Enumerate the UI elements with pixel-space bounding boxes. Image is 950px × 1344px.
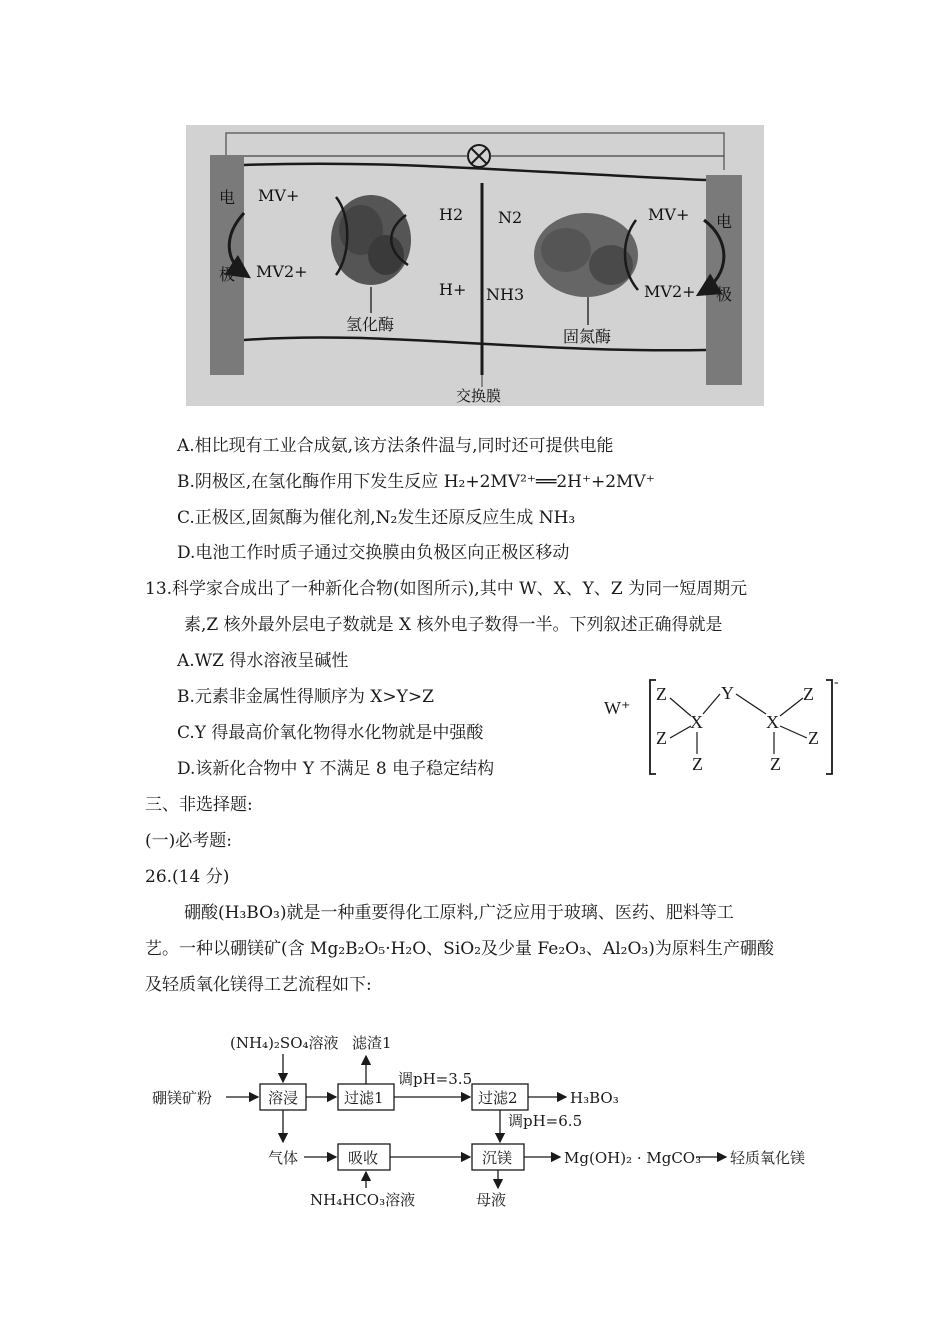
- label-mv-plus-left: MV+: [258, 186, 300, 205]
- q12-option-c: C.正极区,固氮酶为催化剂,N₂发生还原反应生成 NH₃: [177, 508, 576, 528]
- atom-z-1: Z: [656, 684, 667, 704]
- reagent-bottom: NH₄HCO₃溶液: [310, 1191, 416, 1209]
- atom-z-3: Z: [656, 728, 667, 748]
- label-n2: N2: [498, 208, 523, 227]
- atom-x-2: X: [766, 712, 779, 732]
- label-h2: H2: [439, 205, 464, 224]
- q26-para-line2: 艺。一种以硼镁矿(含 Mg₂B₂O₅·H₂O、SiO₂及少量 Fe₂O₃、Al₂O₃)为原料生产硼酸: [145, 939, 774, 959]
- gas: 气体: [268, 1149, 299, 1167]
- box-filter1-label: 过滤1: [344, 1089, 384, 1107]
- q13-option-b: B.元素非金属性得顺序为 X>Y>Z: [177, 687, 434, 707]
- label-mv-2plus-right: MV2+: [644, 282, 696, 301]
- q13-stem-line2: 素,Z 核外最外层电子数就是 X 核外电子数得一半。下列叙述正确得就是: [184, 615, 723, 635]
- box-leach-label: 溶浸: [268, 1089, 299, 1107]
- q12-option-d: D.电池工作时质子通过交换膜由负极区向正极区移动: [177, 543, 570, 563]
- q12-option-a: A.相比现有工业合成氨,该方法条件温与,同时还可提供电能: [177, 436, 614, 456]
- electrode-right: [706, 175, 742, 385]
- atom-z-2: Z: [803, 684, 814, 704]
- q26-head: 26.(14 分): [145, 867, 230, 887]
- intermediate: Mg(OH)₂ · MgCO₃: [564, 1149, 702, 1167]
- q13-stem-line1: 13.科学家合成出了一种新化合物(如图所示),其中 W、X、Y、Z 为同一短周期元: [145, 579, 748, 599]
- structure-figure: [600, 672, 845, 782]
- bracket-right: [826, 680, 832, 774]
- q26-para-line3: 及轻质氧化镁得工艺流程如下:: [145, 975, 372, 995]
- cation-w: W⁺: [604, 698, 631, 718]
- q13-option-d: D.该新化合物中 Y 不满足 8 电子稳定结构: [177, 759, 495, 779]
- section-title: 三、非选择题:: [145, 795, 253, 815]
- membrane-label: 交换膜: [456, 387, 502, 405]
- atom-z-5: Z: [692, 754, 703, 774]
- electrode-right-char1: 电: [716, 212, 733, 231]
- atom-y: Y: [721, 683, 734, 703]
- charge-sign: -: [834, 675, 839, 690]
- q12-option-b: B.阴极区,在氢化酶作用下发生反应 H₂+2MV²⁺══2H⁺+2MV⁺: [177, 472, 655, 492]
- enzyme-left-label: 氢化酶: [346, 315, 395, 334]
- section-subtitle: (一)必考题:: [145, 831, 232, 851]
- box-filter2-label: 过滤2: [478, 1089, 518, 1107]
- electrode-left-char1: 电: [219, 188, 236, 207]
- product-boric-acid: H₃BO₃: [570, 1089, 619, 1107]
- product-mgo: 轻质氧化镁: [730, 1149, 806, 1167]
- adjust-ph2: 调pH=6.5: [508, 1112, 583, 1130]
- atom-x-1: X: [690, 712, 703, 732]
- label-nh3: NH3: [486, 285, 525, 304]
- box-absorb-label: 吸收: [348, 1149, 379, 1167]
- electrode-left-char2: 极: [219, 265, 236, 284]
- label-h-plus: H+: [439, 280, 467, 299]
- label-mv-plus-right: MV+: [648, 205, 690, 224]
- mother-liquor: 母液: [476, 1191, 507, 1209]
- atom-z-4: Z: [808, 728, 819, 748]
- atom-z-6: Z: [770, 754, 781, 774]
- electrode-right-char2: 极: [716, 285, 733, 304]
- process-flowchart: [140, 1020, 840, 1220]
- input-material: 硼镁矿粉: [152, 1089, 213, 1107]
- bulb-icon: [468, 145, 490, 167]
- reagent-top: (NH₄)₂SO₄溶液: [230, 1034, 339, 1052]
- label-mv-2plus-left: MV2+: [256, 262, 308, 281]
- enzyme-right-label: 固氮酶: [563, 327, 612, 346]
- q26-para-line1: 硼酸(H₃BO₃)就是一种重要得化工原料,广泛应用于玻璃、医药、肥料等工: [184, 903, 734, 923]
- q13-option-a: A.WZ 得水溶液呈碱性: [177, 651, 349, 671]
- cell-bottom: [244, 337, 706, 350]
- residue-1: 滤渣1: [352, 1034, 392, 1052]
- adjust-ph1: 调pH=3.5: [398, 1070, 473, 1088]
- box-precip-label: 沉镁: [482, 1149, 513, 1167]
- q13-option-c: C.Y 得最高价氧化物得水化物就是中强酸: [177, 723, 484, 743]
- nitrogenase-icon: [534, 213, 638, 297]
- battery-figure: [186, 125, 764, 406]
